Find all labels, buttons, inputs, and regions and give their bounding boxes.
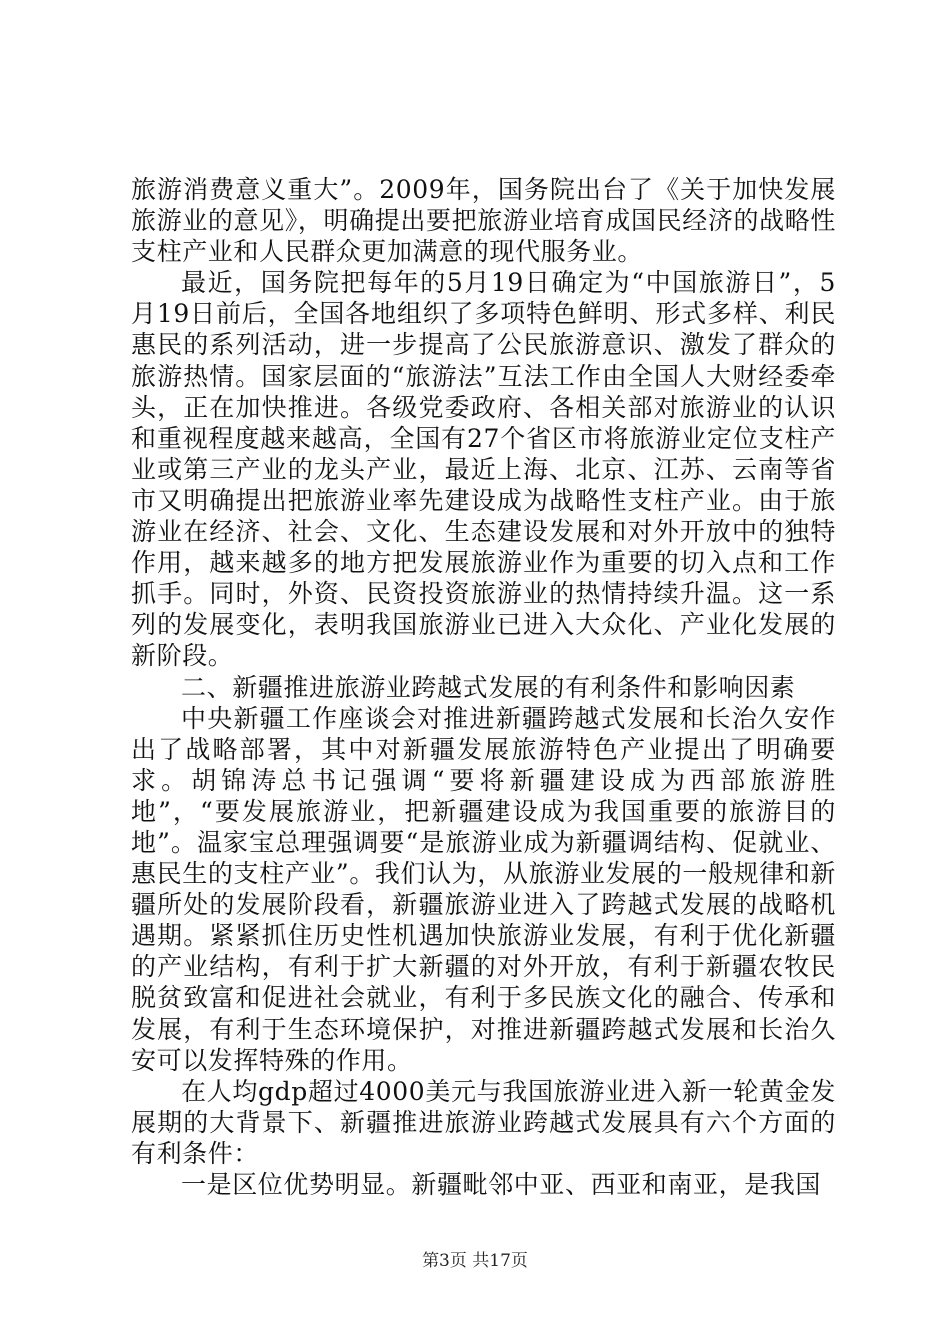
paragraph-favorable-conditions: 在人均gdp超过4000美元与我国旅游业进入新一轮黄金发展期的大背景下、新疆推进旅游业跨越式发展具有六个方面的有利条件： bbox=[131, 1076, 836, 1168]
paragraph-central-meeting: 中央新疆工作座谈会对推进新疆跨越式发展和长治久安作出了战略部署，其中对新疆发展旅游特色产业提出了明确要求。胡锦涛总书记强调“要将新疆建设成为西部旅游胜地”，“要发展旅游业，把新疆建设成为我国重要的旅游目的地”。温家宝总理强调要“是旅游业成为新疆调结构、促就业、惠民生的支柱产业”。我们认为，从旅游业发展的一般规律和新疆所处的发展阶段看，新疆旅游业进入了跨越式发展的战略机遇期。紧紧抓住历史性机遇加快旅游业发展，有利于优化新疆的产业结构，有利于扩大新疆的对外开放，有利于新疆农牧民脱贫致富和促进社会就业，有利于多民族文化的融合、传承和发展，有利于生态环境保护，对推进新疆跨越式发展和长治久安可以发挥特殊的作用。 bbox=[131, 703, 836, 1075]
paragraph-location-advantage: 一是区位优势明显。新疆毗邻中亚、西亚和南亚，是我国 bbox=[181, 1170, 822, 1199]
document-body bbox=[131, 174, 836, 1200]
paragraph-tourism-day: 最近，国务院把每年的5月19日确定为“中国旅游日”，5月19日前后，全国各地组织了多项特色鲜明、形式多样、利民惠民的系列活动，进一步提高了公民旅游意识、激发了群众的旅游热情。国家层面的“旅游法”互法工作由全国人大财经委牵头，正在加快推进。各级党委政府、各相关部对旅游业的认识和重视程度越来越高，全国有27个省区市将旅游业定位支柱产业或第三产业的龙头产业，最近上海、北京、江苏、云南等省市又明确提出把旅游业率先建设成为战略性支柱产业。由于旅游业在经济、社会、文化、生态建设发展和对外开放中的独特作用，越来越多的地方把发展旅游业作为重要的切入点和工作抓手。同时，外资、民资投资旅游业的热情持续升温。这一系列的发展变化，表明我国旅游业已进入大众化、产业化发展的新阶段。 bbox=[131, 268, 836, 671]
page-number: 第3页 共17页 bbox=[422, 1251, 528, 1271]
section-heading: 二、新疆推进旅游业跨越式发展的有利条件和影响因素 bbox=[181, 672, 796, 702]
paragraph-continuation: 旅游消费意义重大”。2009年，国务院出台了《关于加快发展旅游业的意见》，明确提出要把旅游业培育成国民经济的战略性支柱产业和人民群众更加满意的现代服务业。 bbox=[131, 175, 836, 267]
